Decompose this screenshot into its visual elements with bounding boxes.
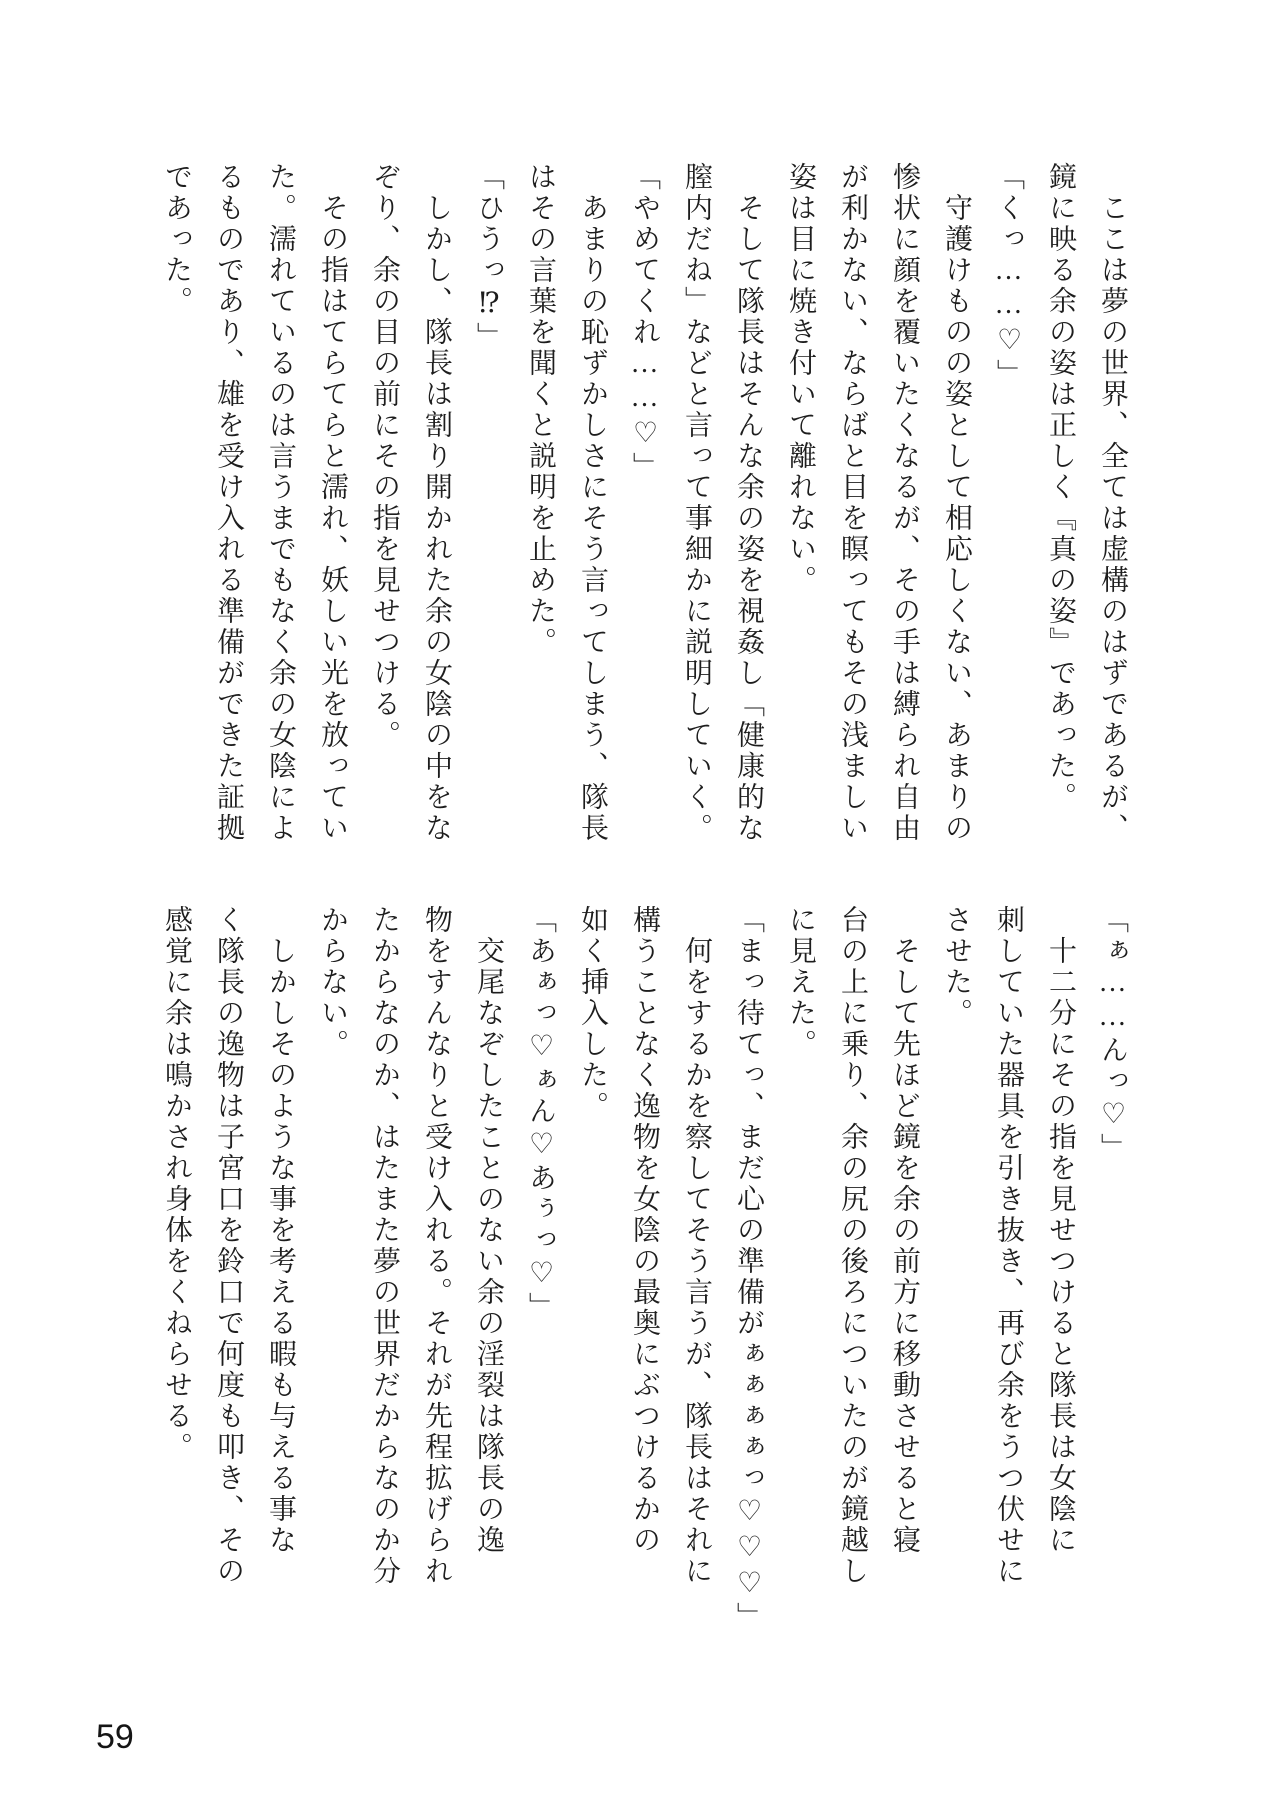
text-line: 交尾なぞしたことのない余の淫裂は隊長の逸 [473, 905, 504, 1556]
text-line: 十二分にその指を見せつけると隊長は女陰に [1045, 905, 1076, 1556]
text-line: 感覚に余は鳴かされ身体をくねらせる。 [161, 905, 192, 1463]
text-line: 「ぁ……んっ♡」 [1097, 905, 1128, 1164]
text-line: 「くっ……♡」 [993, 162, 1024, 390]
text-line: 如く挿入した。 [577, 905, 608, 1122]
text-line: はその言葉を聞くと説明を止めた。 [525, 162, 556, 658]
text-line: 姿は目に焼き付いて離れない。 [785, 162, 816, 596]
text-line: 惨状に顔を覆いたくなるが、その手は縛られ自由 [889, 162, 920, 844]
text-line: た。濡れているのは言うまでもなく余の女陰によ [265, 162, 296, 844]
text-line: からない。 [317, 905, 348, 1060]
page-number: 59 [96, 1718, 134, 1756]
text-line: に見えた。 [785, 905, 816, 1060]
text-line: 「まっ待てっ、まだ心の準備がぁぁぁぁっ♡♡♡」 [733, 905, 764, 1633]
text-block-bottom [150, 905, 1138, 1665]
text-line: ぞり、余の目の前にその指を見せつける。 [369, 162, 400, 751]
text-line: が利かない、ならばと目を瞑ってもその浅ましい [837, 162, 868, 844]
text-line: であった。 [161, 162, 192, 317]
text-line: るものであり、雄を受け入れる準備ができた証拠 [213, 162, 244, 844]
text-line: そして先ほど鏡を余の前方に移動させると寝 [889, 905, 920, 1556]
text-block-top [150, 162, 1138, 862]
text-line: 刺していた器具を引き抜き、再び余をうつ伏せに [993, 905, 1024, 1587]
text-line: 物をすんなりと受け入れる。それが先程拡げられ [421, 905, 452, 1587]
text-line: しかしそのような事を考える暇も与える事な [265, 905, 296, 1556]
text-line: 「あぁっ♡ぁん♡あぅっ♡」 [525, 905, 556, 1323]
text-line: 台の上に乗り、余の尻の後ろについたのが鏡越し [837, 905, 868, 1587]
text-line: 膣内だね」などと言って事細かに説明していく。 [681, 162, 712, 844]
text-line: 鏡に映る余の姿は正しく『真の姿』であった。 [1045, 162, 1076, 813]
text-line: しかし、隊長は割り開かれた余の女陰の中をな [421, 162, 452, 844]
text-line: あまりの恥ずかしさにそう言ってしまう、隊長 [577, 162, 608, 844]
text-line: その指はてらてらと濡れ、妖しい光を放ってい [317, 162, 348, 844]
text-line: たからなのか、はたまた夢の世界だからなのか分 [369, 905, 400, 1587]
text-line: く隊長の逸物は子宮口を鈴口で何度も叩き、その [213, 905, 244, 1587]
text-line: 構うことなく逸物を女陰の最奥にぶつけるかの [629, 905, 660, 1556]
text-line: させた。 [941, 905, 972, 1029]
text-line: ここは夢の世界、全ては虚構のはずであるが、 [1097, 162, 1128, 844]
text-line: そして隊長はそんな余の姿を視姦し「健康的な [733, 162, 764, 844]
text-line: 「ひうっ⁉」 [473, 162, 504, 353]
text-line: 守護けものの姿として相応しくない、あまりの [941, 162, 972, 844]
text-line: 何をするかを察してそう言うが、隊長はそれに [681, 905, 712, 1587]
text-line: 「やめてくれ……♡」 [629, 162, 660, 483]
